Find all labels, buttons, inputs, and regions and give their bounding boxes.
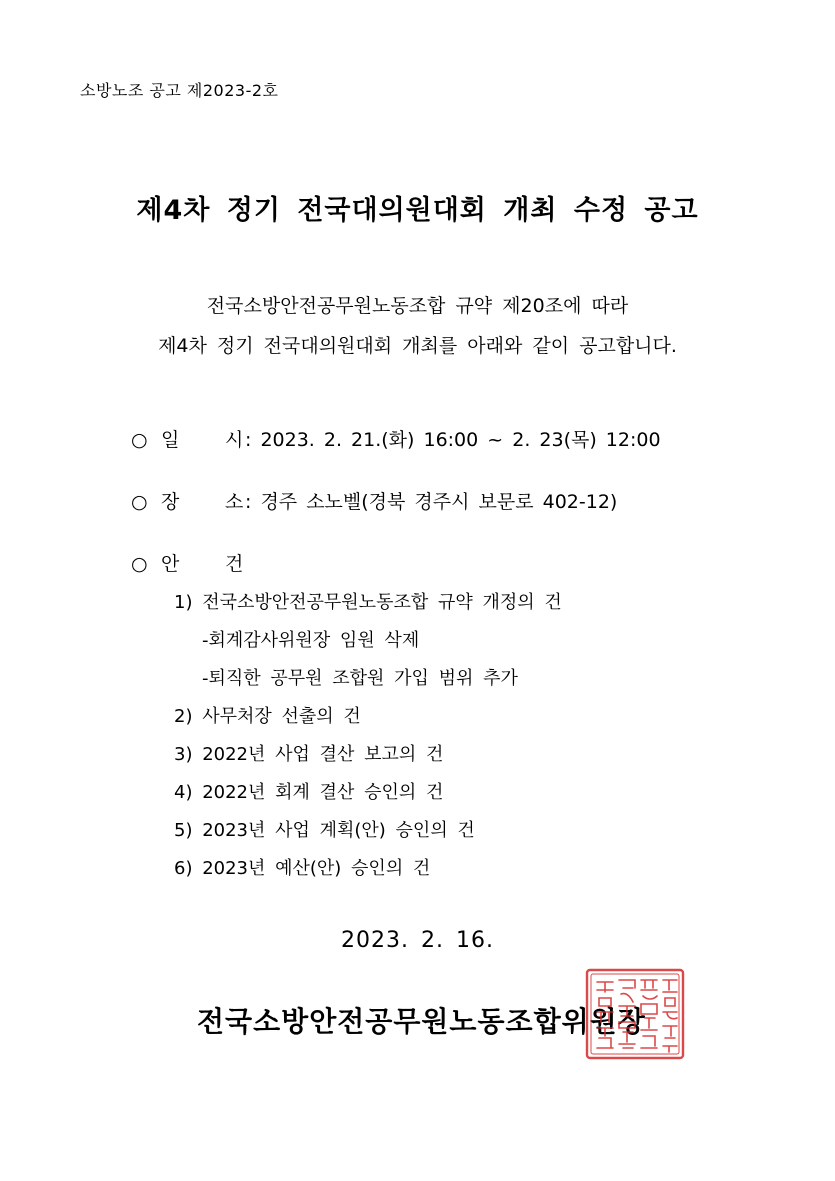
page-title: 제4차 정기 전국대의원대회 개최 수정 공고 <box>136 195 699 226</box>
agenda-field <box>131 549 243 576</box>
official-seal-icon <box>585 968 685 1060</box>
intro-line-2: 제4차 정기 전국대의원대회 개최를 아래와 같이 공고합니다. <box>158 335 677 357</box>
schedule-field <box>131 425 661 452</box>
venue-field <box>131 487 617 514</box>
agenda-item: 6) 2023년 예산(안) 승인의 건 <box>174 858 431 879</box>
agenda-item: 1) 전국소방안전공무원노동조합 규약 개정의 건 <box>174 592 562 613</box>
agenda-item: 4) 2022년 회계 결산 승인의 건 <box>174 782 444 803</box>
announcement-date: 2023. 2. 16. <box>341 928 494 953</box>
venue-value: : 경주 소노벨(경북 경주시 보문로 402-12) <box>245 491 618 513</box>
agenda-label-2: 건 <box>225 553 244 575</box>
circle-bullet-icon: ○ <box>131 429 148 451</box>
agenda-item: 2) 사무처장 선출의 건 <box>174 706 361 727</box>
circle-bullet-icon: ○ <box>131 491 148 513</box>
agenda-label-1: 안 <box>161 553 180 575</box>
intro-line-1: 전국소방안전공무원노동조합 규약 제20조에 따라 <box>206 295 629 317</box>
schedule-label-2: 시 <box>225 429 244 451</box>
schedule-label-1: 일 <box>161 429 180 451</box>
circle-bullet-icon: ○ <box>131 553 148 575</box>
venue-label-1: 장 <box>161 491 180 513</box>
venue-label-2: 소 <box>225 491 244 513</box>
document-number: 소방노조 공고 제2023-2호 <box>80 81 279 100</box>
agenda-subitem: -퇴직한 공무원 조합원 가입 범위 추가 <box>202 668 518 689</box>
agenda-subitem: -회계감사위원장 임원 삭제 <box>202 630 420 651</box>
signature-name: 전국소방안전공무원노동조합위원장 <box>197 1005 646 1038</box>
schedule-value: : 2023. 2. 21.(화) 16:00 ~ 2. 23(목) 12:00 <box>245 429 661 451</box>
agenda-item: 3) 2022년 사업 결산 보고의 건 <box>174 744 444 765</box>
agenda-item: 5) 2023년 사업 계획(안) 승인의 건 <box>174 820 475 841</box>
